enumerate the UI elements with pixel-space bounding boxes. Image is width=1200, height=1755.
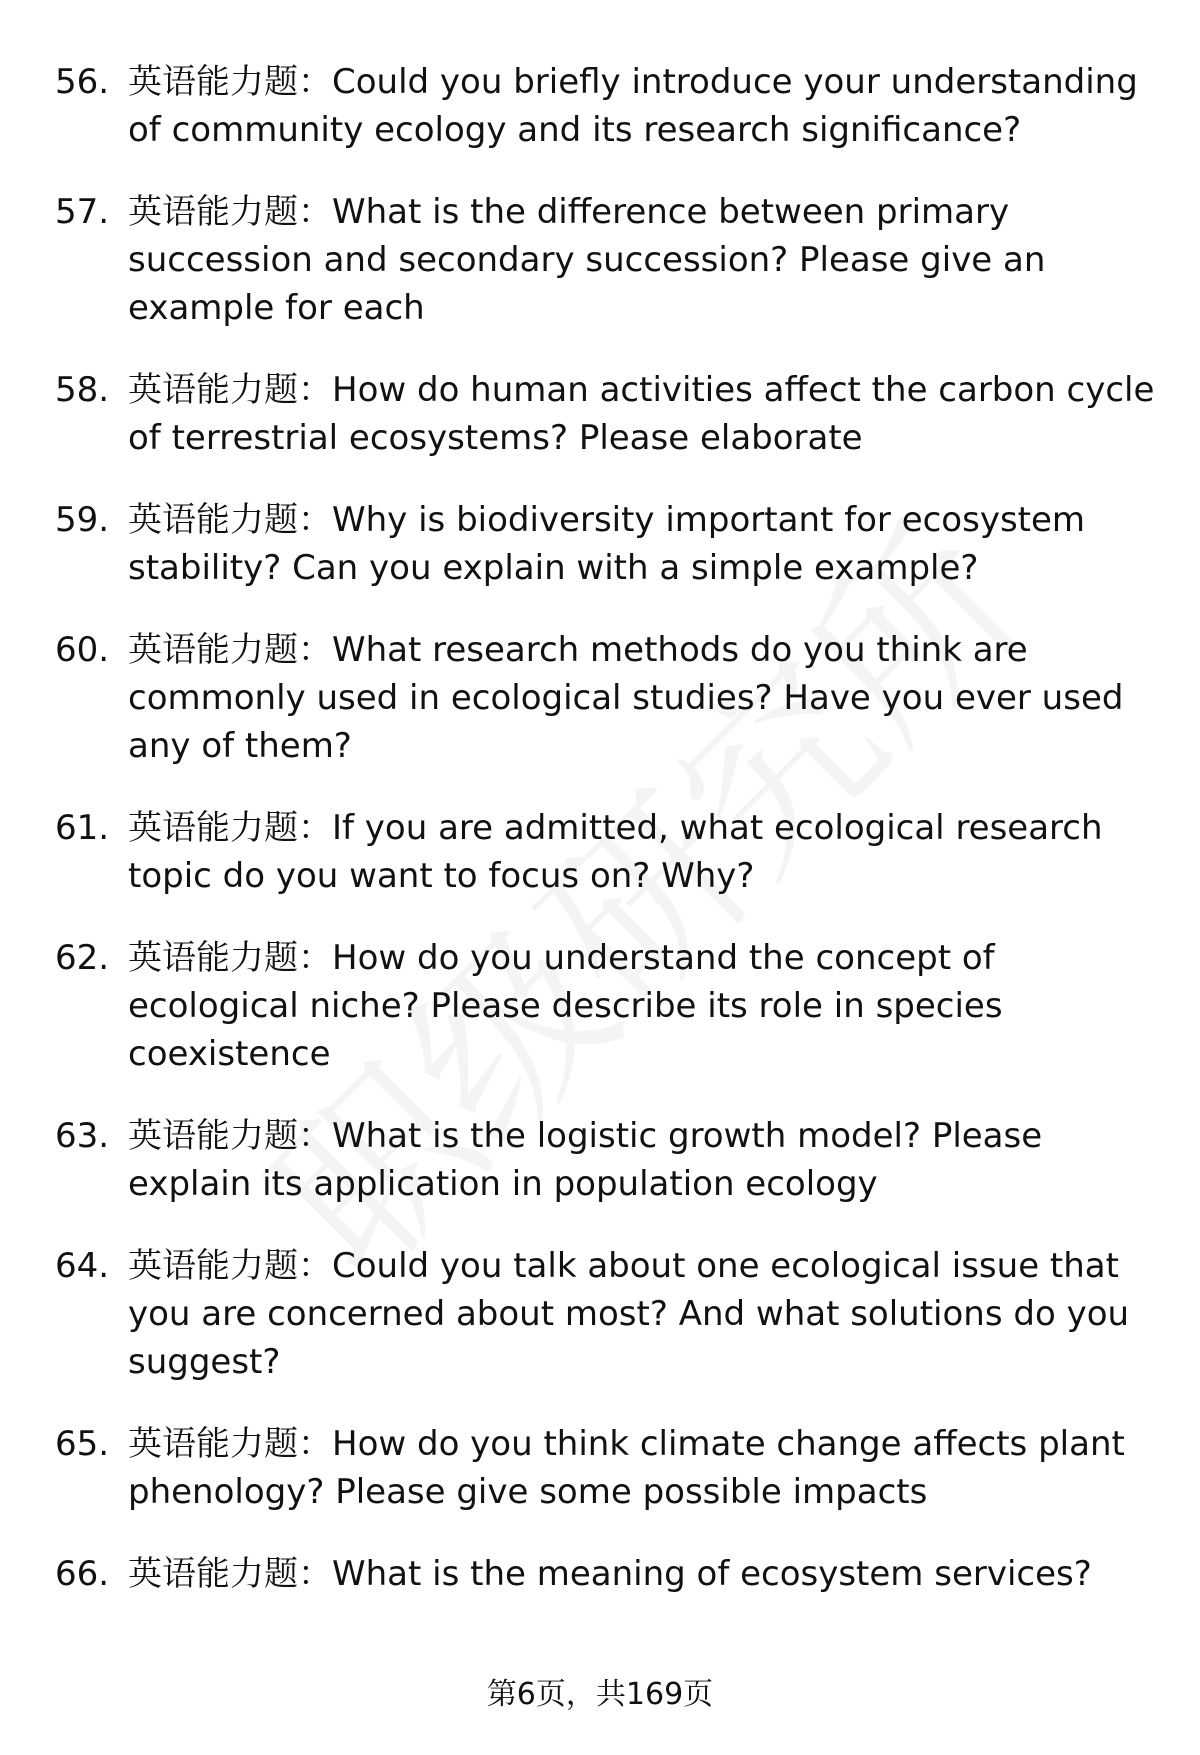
question-body (128, 1112, 1165, 1208)
question-label: 英语能力题： (128, 370, 332, 410)
question-number: 56. (55, 62, 110, 102)
list-item (55, 366, 1165, 462)
list-item (55, 58, 1165, 154)
question-text: What is the meaning of ecosystem services? (332, 1554, 1092, 1594)
list-item (55, 1550, 1165, 1598)
question-body (128, 934, 1165, 1078)
question-text: How do you think climate change affects plant phenology? Please give some possible impacts (128, 1424, 1125, 1512)
question-text: If you are admitted, what ecological research topic do you want to focus on? Why? (128, 808, 1103, 896)
list-item (55, 626, 1165, 770)
question-number: 63. (55, 1116, 110, 1156)
list-item (55, 1242, 1165, 1386)
question-label: 英语能力题： (128, 1554, 332, 1594)
question-label: 英语能力题： (128, 808, 332, 848)
question-list (55, 58, 1165, 1632)
question-label: 英语能力题： (128, 938, 332, 978)
question-number: 64. (55, 1246, 110, 1286)
question-text: Could you briefly introduce your understanding of community ecology and its research significance? (128, 62, 1138, 150)
question-body (128, 58, 1165, 154)
list-item (55, 804, 1165, 900)
question-body (128, 366, 1165, 462)
question-label: 英语能力题： (128, 500, 332, 540)
question-text: What research methods do you think are commonly used in ecological studies? Have you ever used any of them? (128, 630, 1124, 766)
list-item (55, 496, 1165, 592)
question-body (128, 496, 1165, 592)
question-body (128, 804, 1165, 900)
question-text: Could you talk about one ecological issue that you are concerned about most? And what solutions do you suggest? (128, 1246, 1130, 1382)
list-item (55, 1112, 1165, 1208)
question-number: 65. (55, 1424, 110, 1464)
question-text: How do human activities affect the carbon cycle of terrestrial ecosystems? Please elaborate (128, 370, 1155, 458)
question-text: What is the difference between primary succession and secondary succession? Please give an example for each (128, 192, 1046, 328)
question-text: Why is biodiversity important for ecosystem stability? Can you explain with a simple example? (128, 500, 1086, 588)
question-label: 英语能力题： (128, 1246, 332, 1286)
question-label: 英语能力题： (128, 62, 332, 102)
question-number: 61. (55, 808, 110, 848)
list-item (55, 934, 1165, 1078)
question-body (128, 1420, 1165, 1516)
question-label: 英语能力题： (128, 192, 332, 232)
question-label: 英语能力题： (128, 1116, 332, 1156)
question-text: How do you understand the concept of ecological niche? Please describe its role in species coexistence (128, 938, 1003, 1074)
question-number: 60. (55, 630, 110, 670)
question-text: What is the logistic growth model? Please explain its application in population ecology (128, 1116, 1043, 1204)
question-body (128, 1242, 1165, 1386)
question-body (128, 188, 1165, 332)
question-number: 66. (55, 1554, 110, 1594)
question-number: 59. (55, 500, 110, 540)
page-footer: 第6页，共169页 (486, 1677, 714, 1712)
list-item (55, 1420, 1165, 1516)
question-label: 英语能力题： (128, 1424, 332, 1464)
question-number: 58. (55, 370, 110, 410)
question-body (128, 626, 1165, 770)
question-number: 57. (55, 192, 110, 232)
list-item (55, 188, 1165, 332)
question-number: 62. (55, 938, 110, 978)
question-label: 英语能力题： (128, 630, 332, 670)
question-body (128, 1550, 1165, 1598)
